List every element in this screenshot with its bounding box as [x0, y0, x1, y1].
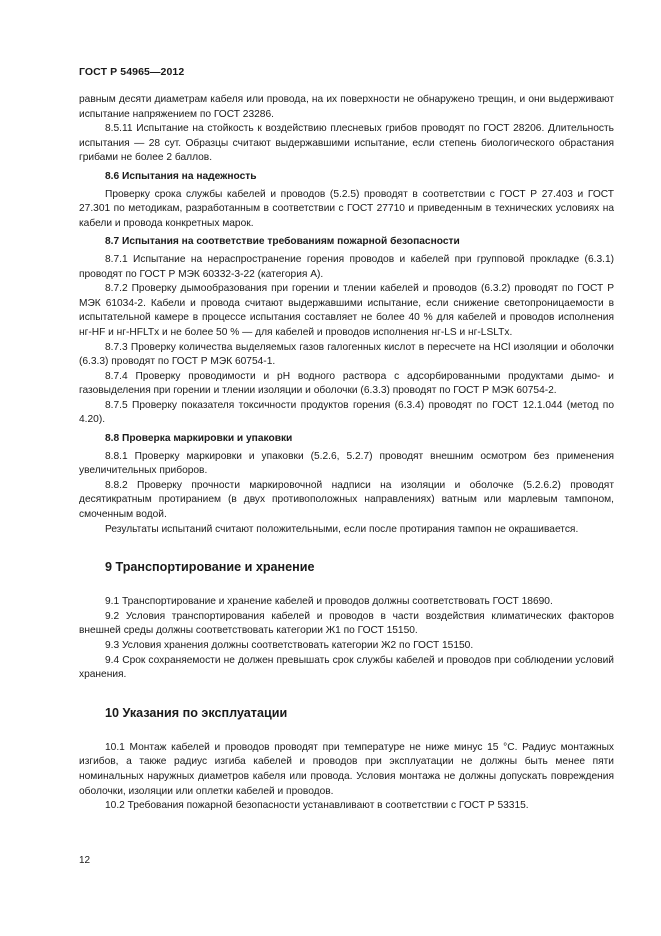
paragraph-8-8-2: 8.8.2 Проверку прочности маркировочной надписи на изоляции и оболочке (5.2.6.2) проводят десятикратным протиранием (в двух противоположных направлениях) ватным или марлевым тампоном, смоченным водой. — [79, 479, 614, 521]
paragraph-8-7-3: 8.7.3 Проверку количества выделяемых газов галогенных кислот в пересчете на HCl изоляции и оболочки (6.3.3) проводят по ГОСТ Р МЭК 60754-1. — [79, 341, 614, 368]
paragraph-8-7-1: 8.7.1 Испытание на нераспространение горения проводов и кабелей при групповой прокладке (6.3.1) проводят по ГОСТ Р МЭК 60332-3-22 (категория А). — [79, 253, 614, 280]
paragraph-8-7-4: 8.7.4 Проверку проводимости и pH водного раствора с адсорбированными продуктами дымо- и газовыделения при горении и тлении изоляции и оболочки (6.3.3) проводят по ГОСТ Р МЭК 60754-2. — [79, 370, 614, 397]
chapter-heading-9: 9 Транспортирование и хранение — [105, 560, 315, 575]
paragraph-continuation: равным десяти диаметрам кабеля или провода, на их поверхности не обнаружено трещин, и они выдерживают испытание напряжением по ГОСТ 23286. — [79, 94, 614, 120]
document-code-header: ГОСТ Р 54965—2012 — [79, 66, 185, 78]
chapter-heading-10: 10 Указания по эксплуатации — [105, 705, 288, 720]
paragraph-9-2: 9.2 Условия транспортирования кабелей и проводов в части воздействия климатических факторов внешней среды должны соответствовать категории Ж1 по ГОСТ 15150. — [79, 610, 614, 637]
paragraph-10-1: 10.1 Монтаж кабелей и проводов проводят при температуре не ниже минус 15 °С. Радиус монтажных изгибов, а также радиус изгиба кабелей и проводов при эксплуатации не должны быть менее пяти номинальных наружных диаметров кабеля или провода. Условия монтажа не должны допускать повреждения оболочки, изоляции или оплетки кабелей и проводов. — [79, 741, 614, 797]
section-heading-8-8: 8.8 Проверка маркировки и упаковки — [105, 433, 293, 445]
paragraph-8-5-11: 8.5.11 Испытание на стойкость к воздействию плесневых грибов проводят по ГОСТ 28206. Длительность испытания — 28 сут. Образцы считают выдержавшими испытание, если степень биологического обрастания грибами не более 2 баллов. — [79, 123, 614, 164]
paragraph-9-3: 9.3 Условия хранения должны соответствовать категории Ж2 по ГОСТ 15150. — [105, 640, 474, 651]
page-number: 12 — [79, 855, 91, 866]
section-heading-8-6: 8.6 Испытания на надежность — [105, 170, 257, 182]
paragraph-8-6: Проверку срока службы кабелей и проводов (5.2.5) проводят в соответствии с ГОСТ Р 27.403 и ГОСТ 27.301 по методикам, разработанным в соответствии с ГОСТ 27710 и приведенным в технических условиях на кабели и провода конкретных марок. — [79, 188, 614, 229]
section-heading-8-7: 8.7 Испытания на соответствие требованиям пожарной безопасности — [105, 236, 460, 248]
paragraph-8-7-2: 8.7.2 Проверку дымообразования при горении и тлении кабелей и проводов (6.3.2) проводят по ГОСТ Р МЭК 61034-2. Кабели и провода считают выдержавшими испытание, если снижение светопроницаемости в испытательной камере в процессе испытания составляет не более 40 % для кабелей и проводов исполнения нг-HF и нг-HFLTx и не более 50 % — для кабелей и проводов исполнения нг-LS и нг-LSLTx. — [79, 283, 614, 338]
paragraph-9-4: 9.4 Срок сохраняемости не должен превышать срок службы кабелей и проводов при соблюдении условий хранения. — [79, 654, 614, 681]
paragraph-8-8-result: Результаты испытаний считают положительными, если после протирания тампон не окрашивается. — [105, 523, 579, 535]
paragraph-10-2: 10.2 Требования пожарной безопасности устанавливают в соответствии с ГОСТ Р 53315. — [105, 800, 529, 812]
paragraph-9-1: 9.1 Транспортирование и хранение кабелей и проводов должны соответствовать ГОСТ 18690. — [105, 596, 553, 608]
paragraph-8-7-5: 8.7.5 Проверку показателя токсичности продуктов горения (6.3.4) проводят по ГОСТ 12.1.044 (метод по 4.20). — [79, 399, 614, 426]
paragraph-8-8-1: 8.8.1 Проверку маркировки и упаковки (5.2.6, 5.2.7) проводят внешним осмотром без применения увеличительных приборов. — [79, 450, 614, 477]
document-body — [79, 93, 614, 814]
